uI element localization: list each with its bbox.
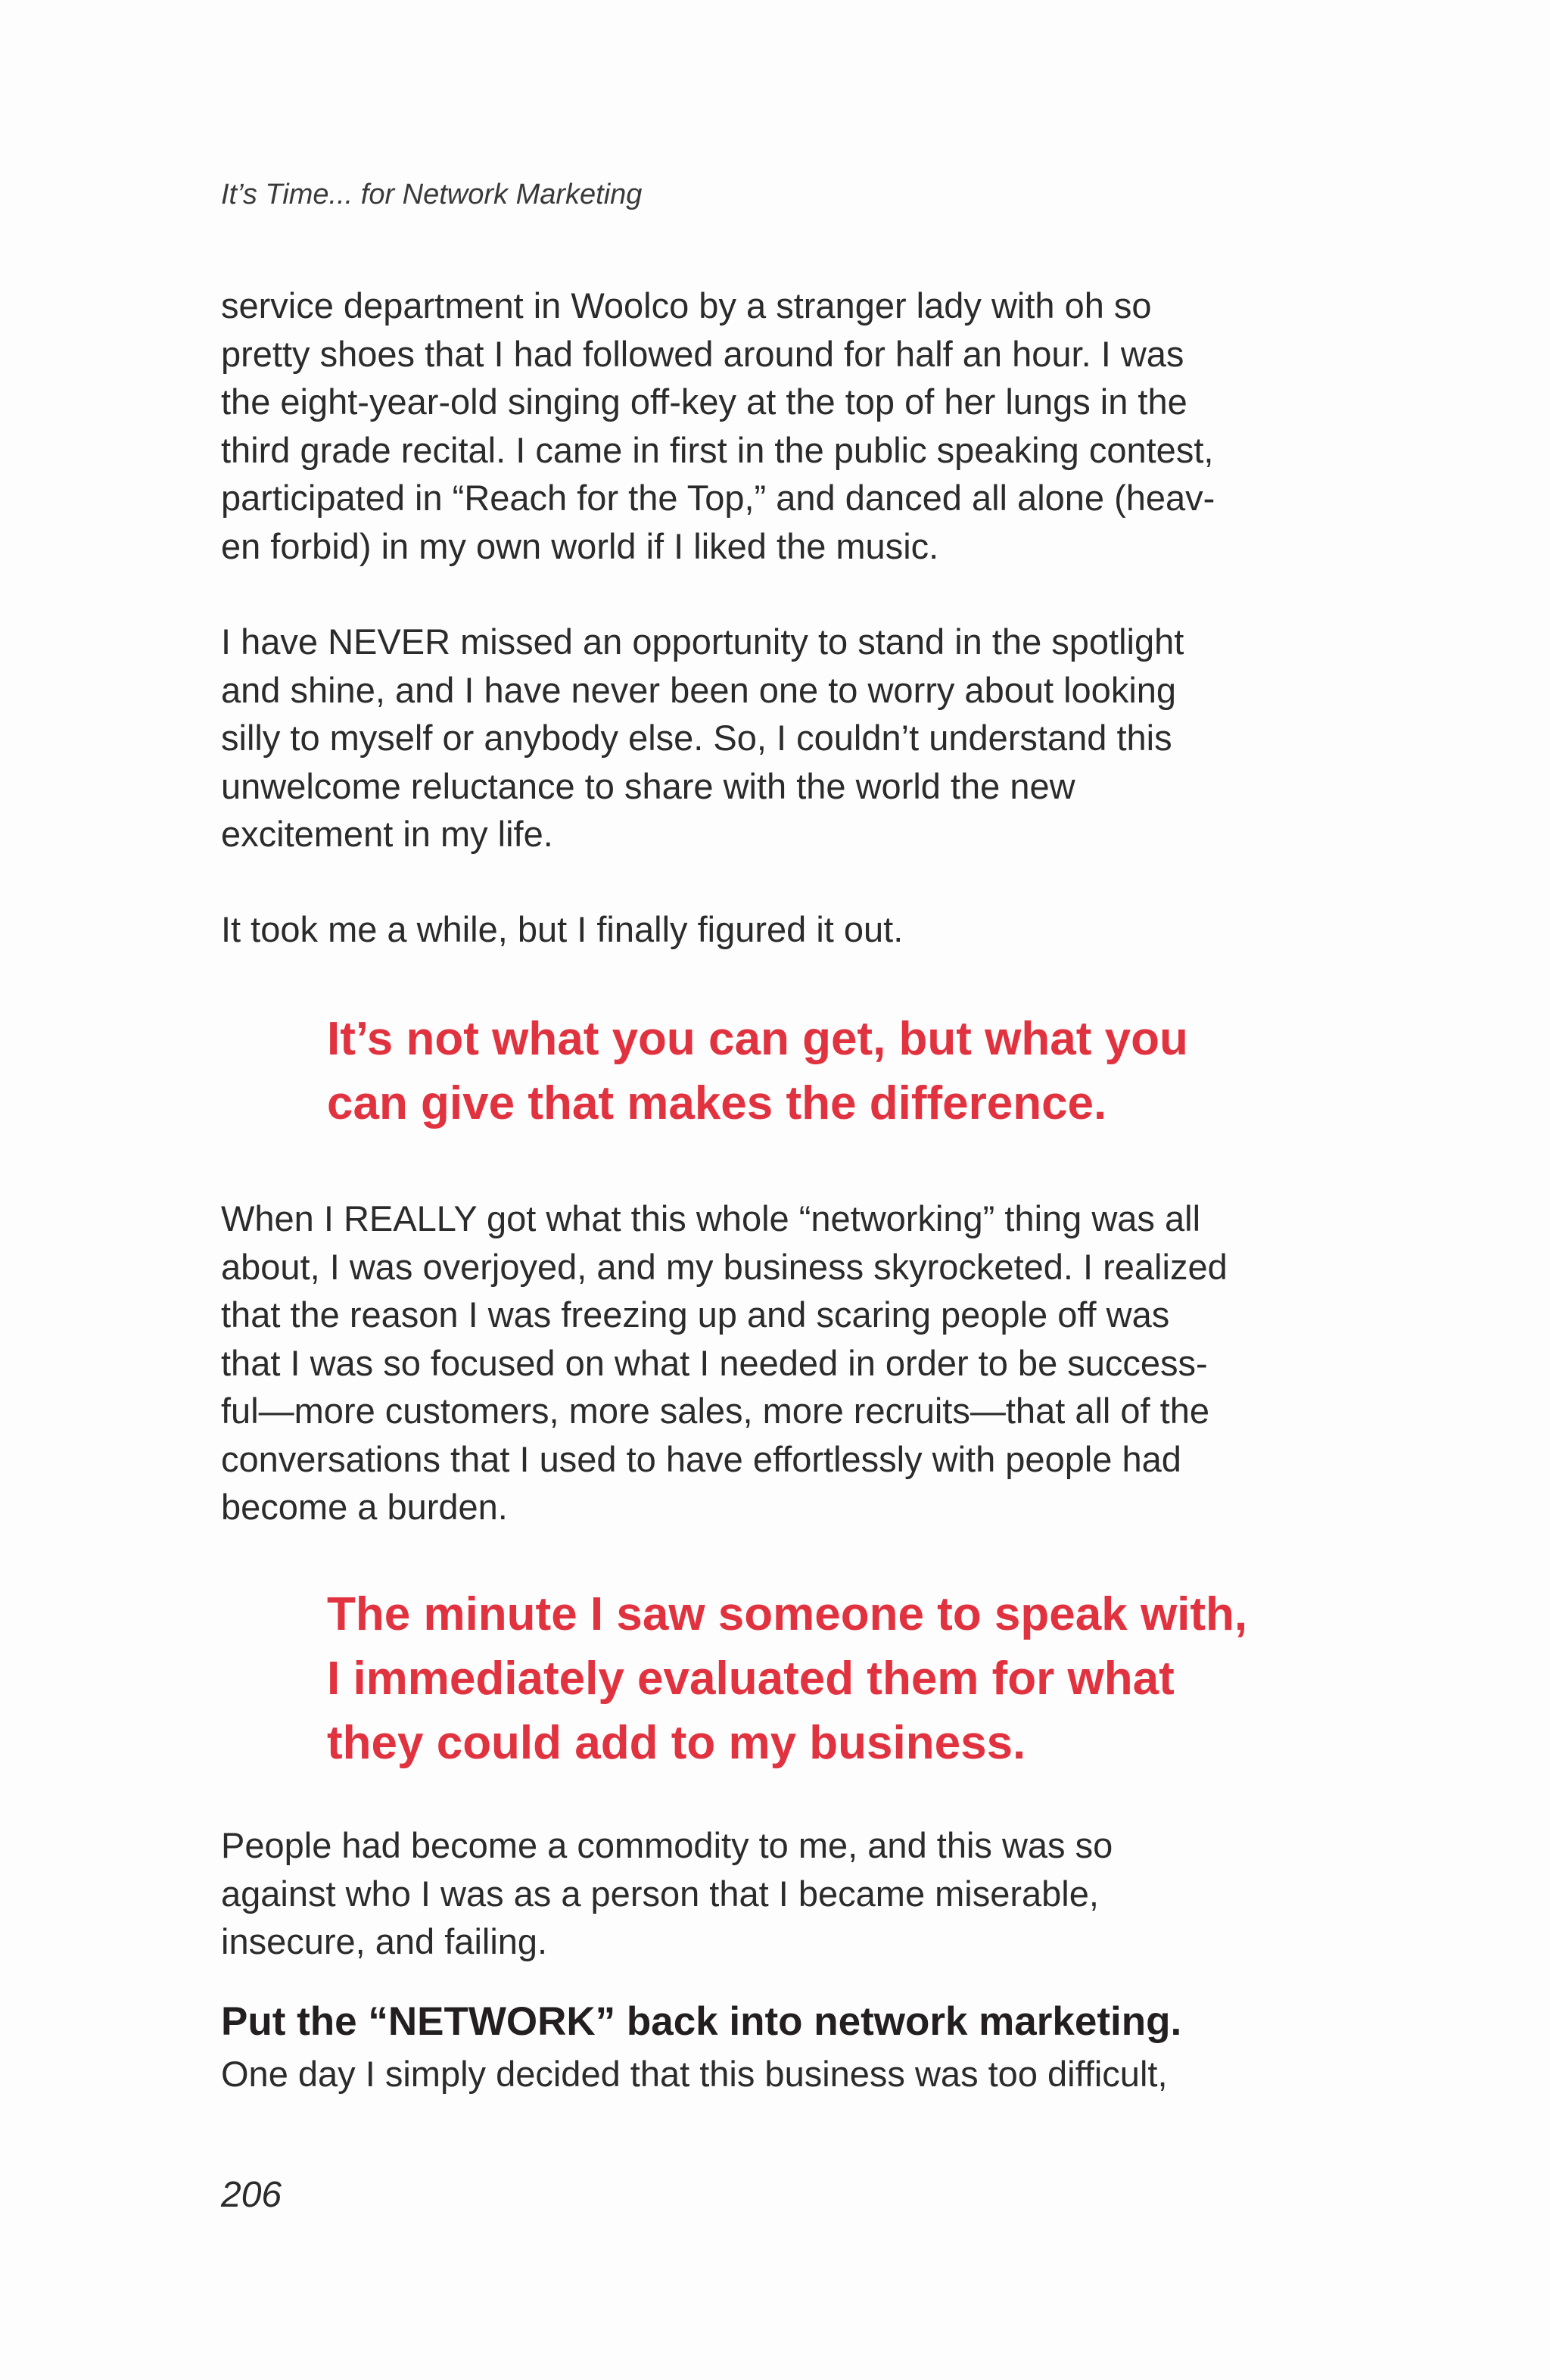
pull-quote-1: [327, 1007, 1387, 1135]
text-line: insecure, and failing.: [221, 1921, 548, 1961]
paragraph-1: [221, 282, 1356, 570]
pull-quote-line: The minute I saw someone to speak with,: [327, 1588, 1248, 1640]
pull-quote-line: I immediately evaluated them for what: [327, 1653, 1175, 1705]
paragraph-5: [221, 1821, 1356, 1966]
pull-quote-line: It’s not what you can get, but what you: [327, 1013, 1188, 1065]
paragraph-4: [221, 1195, 1356, 1531]
text-line: third grade recital. I came in first in the public speaking contest,: [221, 429, 1214, 470]
text-line: and shine, and I have never been one to worry about looking: [221, 669, 1177, 710]
text-line: pretty shoes that I had followed around for half an hour. I was: [221, 333, 1184, 374]
text-line: ful—more customers, more sales, more recruits—that all of the: [221, 1391, 1209, 1431]
paragraph-2: [221, 618, 1356, 858]
text-line: service department in Woolco by a stranger lady with oh so: [221, 285, 1152, 326]
text-line: that I was so focused on what I needed in order to be success-: [221, 1342, 1208, 1383]
text-line: participated in “Reach for the Top,” and danced all alone (heav-: [221, 478, 1215, 518]
text-line: become a burden.: [221, 1487, 508, 1527]
section-subhead: Put the “NETWORK” back into network marketing.: [221, 1999, 1182, 2044]
pull-quote-2: [327, 1582, 1387, 1775]
text-line: One day I simply decided that this business was too difficult,: [221, 2054, 1168, 2094]
text-line: against who I was as a person that I became miserable,: [221, 1873, 1099, 1914]
running-head: It’s Time... for Network Marketing: [221, 179, 643, 210]
text-line: excitement in my life.: [221, 814, 553, 854]
text-line: I have NEVER missed an opportunity to stand in the spotlight: [221, 621, 1184, 662]
text-line: conversations that I used to have effortlessly with people had: [221, 1438, 1181, 1479]
text-line: silly to myself or anybody else. So, I couldn’t understand this: [221, 718, 1172, 758]
text-line: It took me a while, but I finally figured it out.: [221, 909, 904, 949]
text-line: en forbid) in my own world if I liked the music.: [221, 525, 939, 566]
text-line: unwelcome reluctance to share with the world the new: [221, 765, 1075, 806]
text-line: about, I was overjoyed, and my business skyrocketed. I realized: [221, 1246, 1228, 1287]
text-line: the eight-year-old singing off-key at the top of her lungs in the: [221, 382, 1187, 422]
paragraph-3: [221, 905, 1356, 954]
paragraph-6: [221, 2050, 1356, 2098]
page-number: 206: [221, 2175, 282, 2215]
pull-quote-line: can give that makes the difference.: [327, 1077, 1107, 1129]
pull-quote-line: they could add to my business.: [327, 1717, 1026, 1769]
text-line: When I REALLY got what this whole “networking” thing was all: [221, 1198, 1201, 1238]
text-line: that the reason I was freezing up and scaring people off was: [221, 1294, 1170, 1335]
text-line: People had become a commodity to me, and this was so: [221, 1825, 1113, 1865]
